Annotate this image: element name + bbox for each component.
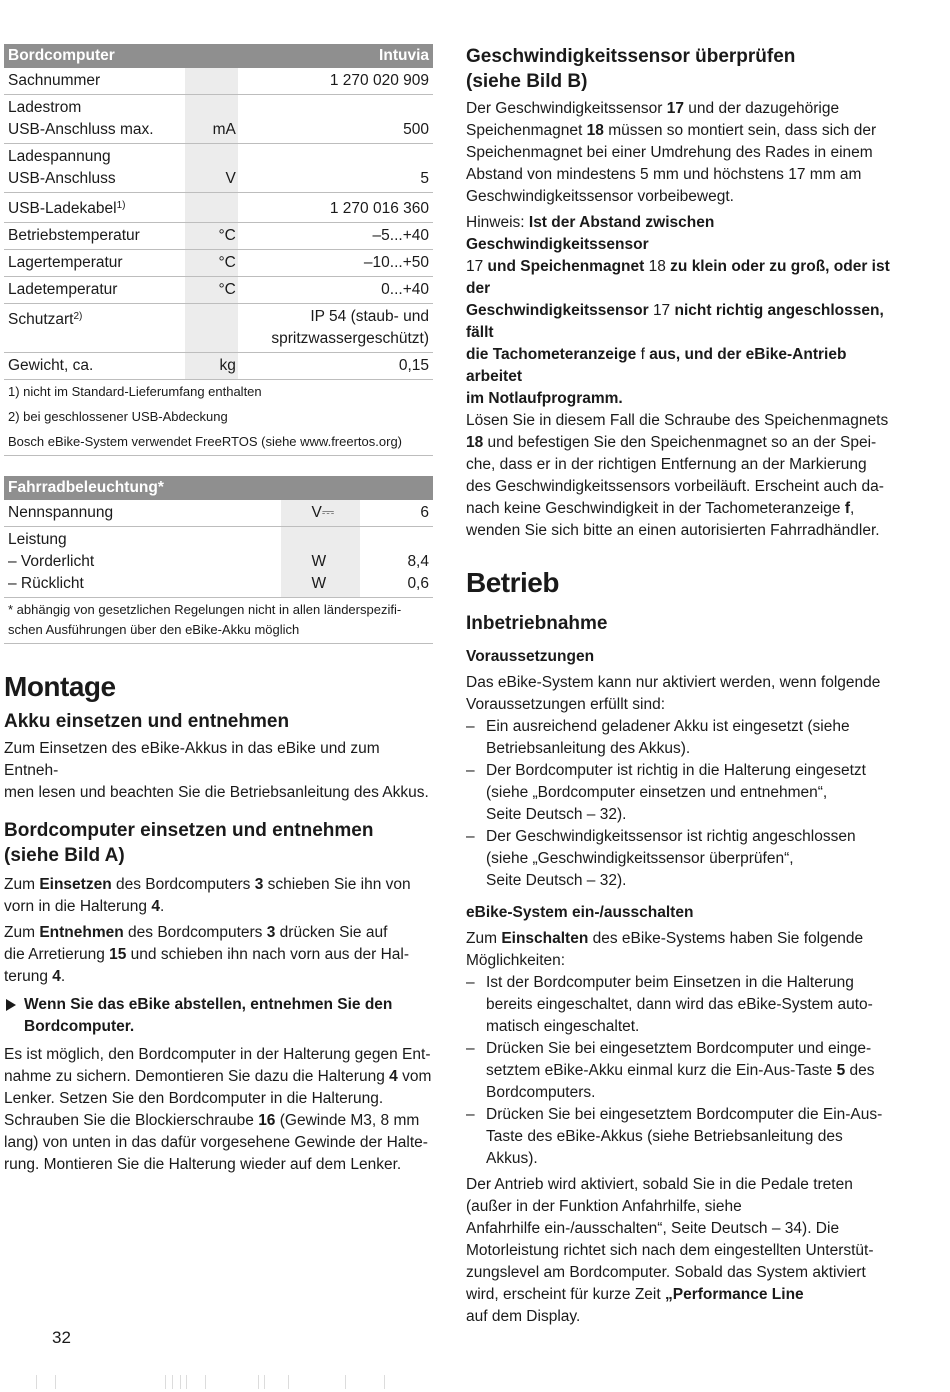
paragraph-sichern: Es ist möglich, den Bordcomputer in der Halterung gegen Ent- nahme zu sichern. Demontieren Sie dazu die Halterung 4 vom Lenker. Setzen Sie den Bordcomputer in die Halterung. Schrauben Sie die Blockierschraube 16 (Gewinde M3, 8 mm lang) von unten in das dafür vorgesehene Gewinde der Halte- rung. Montieren Sie die Halterung wieder auf dem Lenker. bbox=[4, 1046, 432, 1173]
paragraph-einschalten: Zum Einschalten des eBike-Systems haben Sie folgende Möglichkeiten: bbox=[466, 930, 864, 969]
row-unit: V bbox=[185, 144, 238, 193]
table-row bbox=[4, 95, 433, 144]
footer-marks bbox=[0, 1375, 950, 1392]
row-unit: kg bbox=[185, 353, 238, 380]
table-note bbox=[4, 598, 433, 644]
heading-bordcomputer: Bordcomputer einsetzen und entnehmen (siehe Bild A) bbox=[4, 820, 374, 866]
table-row bbox=[4, 223, 433, 250]
row-value: 1 270 016 360 bbox=[238, 193, 433, 223]
row-unit: mA bbox=[185, 95, 238, 144]
row-label: Betriebstemperatur bbox=[4, 223, 185, 250]
row-unit: °C bbox=[185, 250, 238, 277]
heading-montage: Montage bbox=[4, 671, 116, 702]
table-header-unit bbox=[185, 44, 238, 68]
table-note bbox=[4, 405, 433, 430]
table-row bbox=[4, 277, 433, 304]
footnote-ref: 1) bbox=[116, 200, 126, 211]
list-item: – Drücken Sie bei eingesetztem Bordcomputer die Ein-Aus- Taste des eBike-Akkus (siehe Betriebsanleitung des Akkus). bbox=[466, 1104, 896, 1170]
row-unit: V⎓ bbox=[281, 500, 360, 527]
table-row bbox=[4, 353, 433, 380]
row-value: –5...+40 bbox=[238, 223, 433, 250]
paragraph-einsetzen: Zum Einsetzen des Bordcomputers 3 schieben Sie ihn von vorn in die Halterung 4. bbox=[4, 876, 411, 915]
bordcomputer-spec-table bbox=[4, 44, 433, 456]
paragraph-entnehmen: Zum Entnehmen des Bordcomputers 3 drücken Sie auf die Arretierung 15 und schieben ihn nach vorn aus der Hal- terung 4. bbox=[4, 924, 409, 985]
row-value: 500 bbox=[238, 95, 433, 144]
page-number: 32 bbox=[52, 1328, 71, 1347]
warning-arrow-icon bbox=[6, 999, 16, 1011]
row-unit: °C bbox=[185, 277, 238, 304]
table-row bbox=[4, 193, 433, 223]
table-header bbox=[4, 44, 433, 68]
table-header-left: Fahrradbeleuchtung* bbox=[4, 476, 433, 500]
row-unit: W W bbox=[281, 527, 360, 598]
footnote-ref: 2) bbox=[73, 311, 83, 322]
heading-akku: Akku einsetzen und entnehmen bbox=[4, 711, 290, 732]
list-item: – Ist der Bordcomputer beim Einsetzen in die Halterung bereits eingeschaltet, dann wird das eBike-System auto- matisch eingeschaltet. bbox=[466, 972, 896, 1038]
row-unit bbox=[185, 193, 238, 223]
row-label: USB-Ladekabel$^{1)}$ bbox=[4, 193, 185, 223]
paragraph-akku: Zum Einsetzen des eBike-Akkus in das eBike und zum Entneh- men lesen und beachten Sie die Betriebsanleitung des Akkus. bbox=[4, 740, 429, 801]
row-label: Schutzart$^{2)}$ bbox=[4, 304, 185, 353]
row-value: –10...+50 bbox=[238, 250, 433, 277]
row-unit bbox=[185, 68, 238, 95]
left-column bbox=[4, 44, 433, 1176]
table-row bbox=[4, 68, 433, 95]
row-unit: °C bbox=[185, 223, 238, 250]
paragraph-antrieb: Der Antrieb wird aktiviert, sobald Sie in die Pedale treten (außer in der Funktion Anfahrhilfe, siehe Anfahrhilfe ein-/ausschalten“, Seite Deutsch – 34). Die Motorleistung richtet sich nach dem eingestellten Unterstüt- zungslevel am Bordcomputer. Sobald das System aktiviert wird, erscheint für kurze Zeit „Performance Line auf dem Display. bbox=[466, 1176, 874, 1325]
warning-note bbox=[4, 994, 433, 1038]
table-note-text: Bosch eBike-System verwendet FreeRTOS (siehe www.freertos.org) bbox=[4, 430, 433, 456]
heading-inbetriebnahme: Inbetriebnahme bbox=[466, 613, 608, 634]
row-value: 8,4 0,6 bbox=[360, 527, 433, 598]
row-label: Lagertemperatur bbox=[4, 250, 185, 277]
list-einschalten bbox=[466, 972, 896, 1170]
row-label: Sachnummer bbox=[4, 68, 185, 95]
warning-text: Wenn Sie das eBike abstellen, entnehmen Sie den Bordcomputer. bbox=[24, 996, 393, 1035]
row-label: Ladetemperatur bbox=[4, 277, 185, 304]
row-value: 5 bbox=[238, 144, 433, 193]
row-label: Nennspannung bbox=[4, 500, 281, 527]
row-value: 6 bbox=[360, 500, 433, 527]
table-row bbox=[4, 304, 433, 353]
row-label: Gewicht, ca. bbox=[4, 353, 185, 380]
paragraph-voraussetzungen: Das eBike-System kann nur aktiviert werden, wenn folgende Voraussetzungen erfüllt sind: bbox=[466, 674, 881, 713]
table-header-right: Intuvia bbox=[238, 44, 433, 68]
row-value: IP 54 (staub- und spritzwassergeschützt) bbox=[238, 304, 433, 353]
row-label: Ladespannung USB-Anschluss bbox=[4, 144, 185, 193]
table-note-text: 2) bei geschlossener USB-Abdeckung bbox=[8, 409, 228, 424]
heading-voraussetzungen: Voraussetzungen bbox=[466, 648, 595, 665]
table-note-text: 1) nicht im Standard-Lieferumfang enthalten bbox=[8, 384, 262, 399]
paragraph-loesen: Lösen Sie in diesem Fall die Schraube des Speichenmagnets 18 und befestigen Sie den Speichenmagnet so an der Spei- che, dass er in der richtigen Entfernung an der Markierung des Geschwindigkeitssensors vorbeiläuft. Erscheint auch da- nach keine Geschwindigkeit in der Tachometeranzeige f, wenden Sie sich bitte an einen autorisierten Fahrradhändler. bbox=[466, 412, 889, 539]
table-note bbox=[4, 380, 433, 406]
table-row bbox=[4, 250, 433, 277]
row-value: 0,15 bbox=[238, 353, 433, 380]
right-column bbox=[466, 44, 896, 1328]
list-voraussetzungen bbox=[466, 716, 896, 892]
table-row bbox=[4, 500, 433, 527]
list-item: – Drücken Sie bei eingesetztem Bordcomputer und einge- setztem eBike-Akku einmal kurz die Ein-Aus-Taste 5 des Bordcomputers. bbox=[466, 1038, 896, 1104]
list-item: – Der Bordcomputer ist richtig in die Halterung eingesetzt (siehe „Bordcomputer einsetzen und entnehmen“, Seite Deutsch – 32). bbox=[466, 760, 896, 826]
row-unit bbox=[185, 304, 238, 353]
table-row bbox=[4, 144, 433, 193]
table-header bbox=[4, 476, 433, 500]
heading-betrieb: Betrieb bbox=[466, 567, 559, 598]
row-label: Leistung – Vorderlicht – Rücklicht bbox=[4, 527, 281, 598]
list-item: – Ein ausreichend geladener Akku ist eingesetzt (siehe Betriebsanleitung des Akkus). bbox=[466, 716, 896, 760]
table-row bbox=[4, 527, 433, 598]
table-header-left: Bordcomputer bbox=[4, 44, 185, 68]
row-label: Ladestrom USB-Anschluss max. bbox=[4, 95, 185, 144]
row-value: 1 270 020 909 bbox=[238, 68, 433, 95]
table-note-text: * abhängig von gesetzlichen Regelungen nicht in allen länderspezifi- schen Ausführungen über den eBike-Akku möglich bbox=[4, 598, 433, 644]
heading-ein-aus: eBike-System ein-/ausschalten bbox=[466, 904, 694, 921]
table-note bbox=[4, 430, 433, 456]
heading-sensor: Geschwindigkeitssensor überprüfen (siehe Bild B) bbox=[466, 46, 796, 92]
light-spec-table bbox=[4, 476, 433, 644]
list-item: – Der Geschwindigkeitssensor ist richtig angeschlossen (siehe „Geschwindigkeitssensor überprüfen“, Seite Deutsch – 32). bbox=[466, 826, 896, 892]
row-value: 0...+40 bbox=[238, 277, 433, 304]
paragraph-hinweis: Hinweis: Ist der Abstand zwischen Geschwindigkeitssensor 17 und Speichenmagnet 18 zu klein oder zu groß, oder ist der Geschwindigkeitssensor 17 nicht richtig angeschlossen, fällt die Tachometeranzeige f aus, und der eBike-Antrieb arbeitet im Notlaufprogramm. bbox=[466, 214, 890, 407]
paragraph-sensor: Der Geschwindigkeitssensor 17 und der dazugehörige Speichenmagnet 18 müssen so montiert sein, dass sich der Speichenmagnet bei einer Umdrehung des Rades in einem Abstand von mindestens 5 mm und höchstens 17 mm am Geschwindigkeitssensor vorbeibewegt. bbox=[466, 100, 877, 205]
